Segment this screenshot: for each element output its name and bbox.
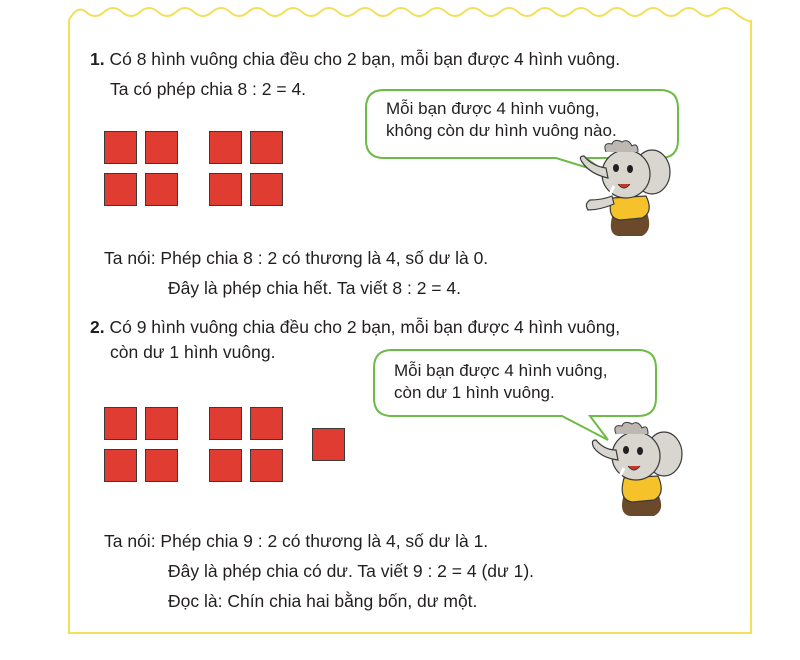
section1-line1: Có 8 hình vuông chia đều cho 2 bạn, mỗi bạn được 4 hình vuông. — [109, 49, 621, 69]
section1-say-line2: Đây là phép chia hết. Ta viết 8 : 2 = 4. — [168, 278, 461, 298]
red-square — [209, 407, 242, 440]
red-square — [209, 173, 242, 206]
bubble2-line2: còn dư 1 hình vuông. — [394, 383, 555, 402]
elephant-mascot-icon — [588, 418, 688, 518]
section2-say-line1: Ta nói: Phép chia 9 : 2 có thương là 4, số dư là 1. — [104, 531, 489, 551]
red-square — [250, 407, 283, 440]
bubble1-line2: không còn dư hình vuông nào. — [386, 121, 617, 140]
red-square — [104, 131, 137, 164]
section1-say-line1: Ta nói: Phép chia 8 : 2 có thương là 4, số dư là 0. — [104, 248, 489, 268]
section2-heading — [90, 316, 620, 338]
red-square — [145, 131, 178, 164]
red-square — [104, 173, 137, 206]
red-square — [250, 131, 283, 164]
section2-say-line3: Đọc là: Chín chia hai bằng bốn, dư một. — [168, 591, 478, 611]
red-square — [145, 449, 178, 482]
bubble2-line1: Mỗi bạn được 4 hình vuông, — [394, 361, 608, 380]
section2-line2: còn dư 1 hình vuông. — [110, 342, 276, 362]
section2-say-line2: Đây là phép chia có dư. Ta viết 9 : 2 = 4 (dư 1). — [168, 561, 535, 581]
red-square — [209, 449, 242, 482]
section1-heading — [90, 48, 620, 70]
red-square — [104, 407, 137, 440]
elephant-mascot-icon — [576, 138, 676, 238]
red-square — [104, 449, 137, 482]
section1-number: 1. — [90, 49, 105, 69]
section2-line1: Có 9 hình vuông chia đều cho 2 bạn, mỗi bạn được 4 hình vuông, — [109, 317, 621, 337]
section2-number: 2. — [90, 317, 105, 337]
red-square — [145, 407, 178, 440]
red-square — [250, 449, 283, 482]
red-square — [145, 173, 178, 206]
red-square — [250, 173, 283, 206]
section1-line2: Ta có phép chia 8 : 2 = 4. — [110, 79, 307, 99]
red-square — [209, 131, 242, 164]
bubble1-line1: Mỗi bạn được 4 hình vuông, — [386, 99, 600, 118]
red-square-remainder — [312, 428, 345, 461]
